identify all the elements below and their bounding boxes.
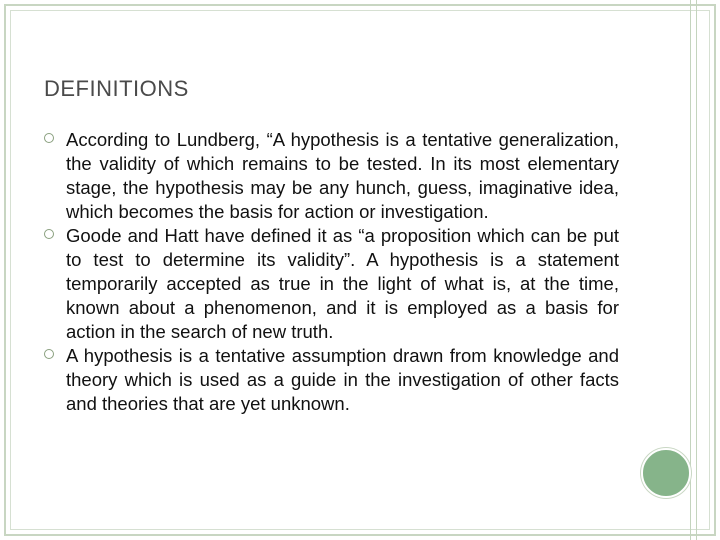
bullet-text: Goode and Hatt have defined it as “a proposition which can be put to test to determine its validity”. A hypothesis is a statement temporarily accepted as true in the light of what is, at the time, known about a phenomenon, and it is employed as a basis for action in the search of new truth. bbox=[66, 225, 619, 342]
right-decor-line bbox=[690, 0, 691, 540]
bullet-text: A hypothesis is a tentative assumption drawn from knowledge and theory which is used as a guide in the investigation of other facts and theories that are yet unknown. bbox=[66, 345, 619, 414]
bullet-item bbox=[44, 128, 619, 224]
bullet-item bbox=[44, 224, 619, 344]
circle-bullet-icon bbox=[44, 133, 54, 143]
slide-title: DEFINITIONS bbox=[44, 76, 189, 101]
bullet-text: According to Lundberg, “A hypothesis is a tentative generalization, the validity of which remains to be tested. In its most elementary stage, the hypothesis may be any hunch, guess, imaginative idea, which becomes the basis for action or investigation. bbox=[66, 129, 619, 222]
circle-bullet-icon bbox=[44, 349, 54, 359]
bullet-item bbox=[44, 344, 619, 416]
circle-bullet-icon bbox=[44, 229, 54, 239]
right-decor-line bbox=[696, 0, 697, 540]
decorative-circle-icon bbox=[641, 448, 691, 498]
bullet-list bbox=[44, 128, 619, 416]
